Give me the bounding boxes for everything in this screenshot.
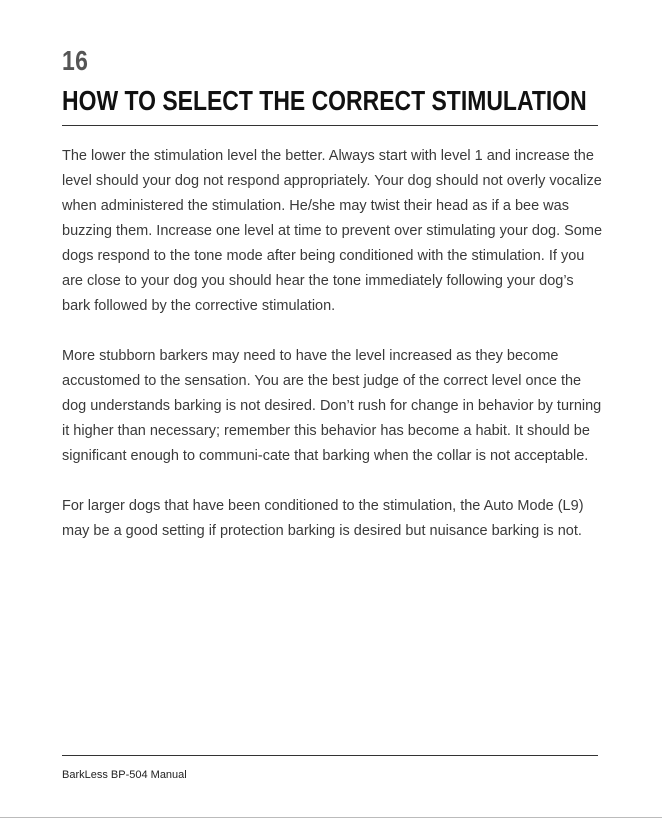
page-number: 16 xyxy=(62,45,89,76)
title-divider xyxy=(62,125,598,126)
footer-divider xyxy=(62,755,598,756)
page-title: HOW TO SELECT THE CORRECT STIMULATION xyxy=(62,85,587,116)
paragraph-auto-mode: For larger dogs that have been conditioned to the stimulation, the Auto Mode (L9) may be a good setting if protection barking is desired but nuisance barking is not. xyxy=(62,498,584,539)
body-text xyxy=(62,144,602,569)
paragraph-stubborn-barkers: More stubborn barkers may need to have the level increased as they become accustomed to the sensation. You are the best judge of the correct level once the dog understands barking is not desired. Don’t rush for change in behavior by turning it higher than necessary; remember this behavior has become a habit. It should be significant enough to communi-cate that barking when the collar is not acceptable. xyxy=(62,348,602,464)
page-bottom-edge xyxy=(0,817,662,818)
footer-manual-name: BarkLess BP-504 Manual xyxy=(62,769,187,781)
paragraph-stimulation-level: The lower the stimulation level the better. Always start with level 1 and increase the level should your dog not respond appropriately. Your dog should not overly vocalize when administered the stimulation. He/she may twist their head as if a bee was buzzing them. Increase one level at time to prevent over stimulating your dog. Some dogs respond to the tone mode after being conditioned with the stimulation. If you are close to your dog you should hear the tone immediately following your dog’s bark followed by the corrective stimulation. xyxy=(62,148,603,314)
